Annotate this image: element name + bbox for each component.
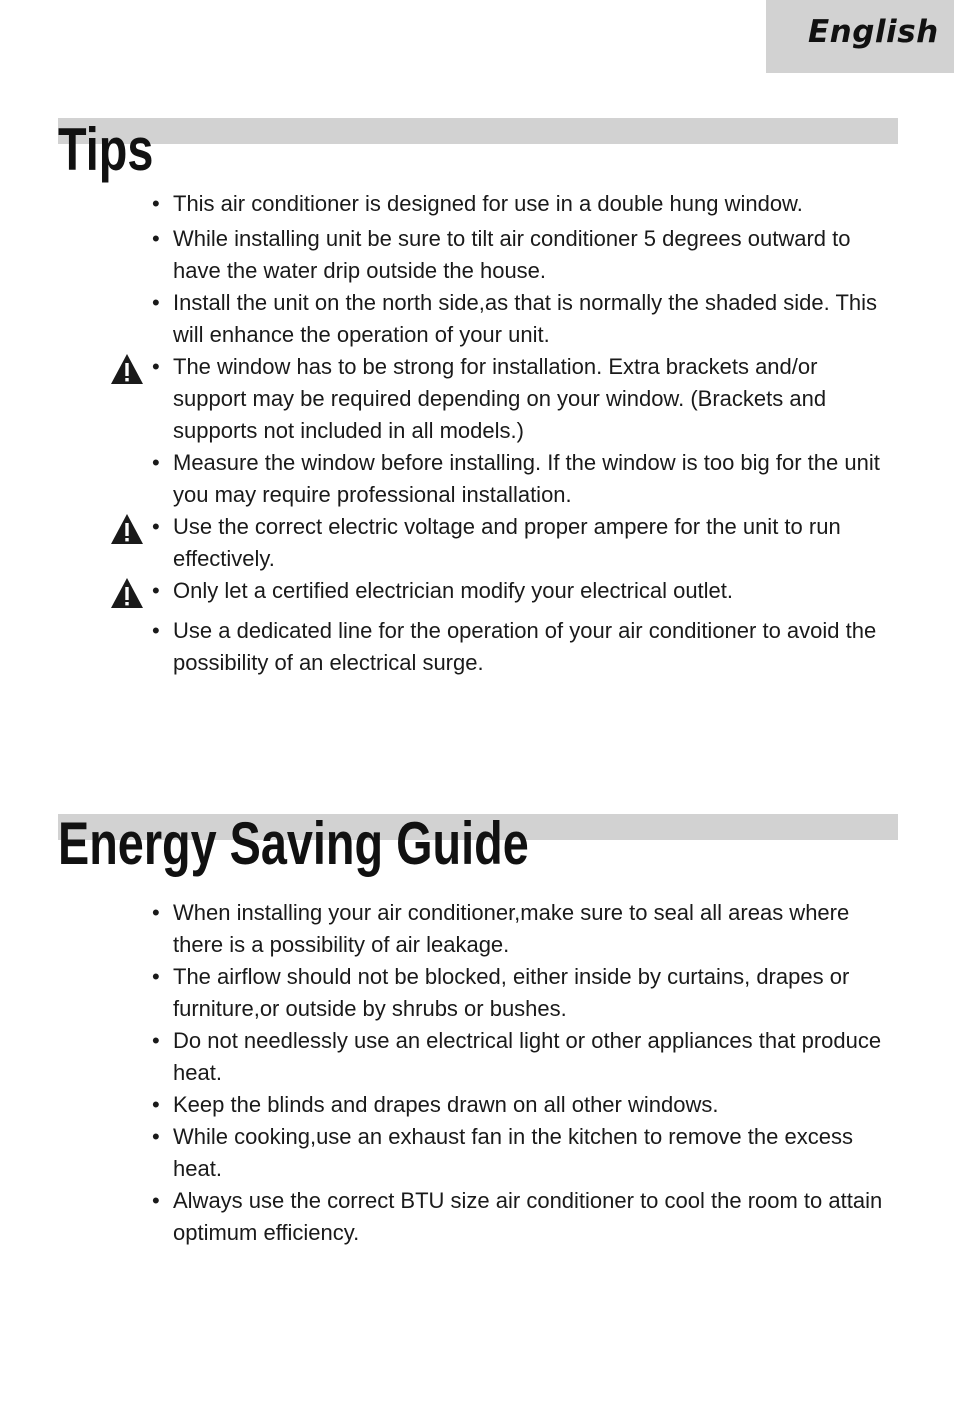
warning-triangle-icon: [110, 577, 144, 609]
language-tab: [766, 0, 954, 73]
list-item: [0, 351, 954, 447]
list-item-text: This air conditioner is designed for use in a double hung window.: [173, 191, 803, 216]
bullet-dot: •: [152, 450, 160, 475]
list-item: [0, 447, 954, 511]
bullet-dot: •: [152, 514, 160, 539]
list-item: [0, 961, 954, 1025]
bullet-dot: •: [152, 1188, 160, 1213]
list-item: [0, 223, 954, 287]
list-item-text: Only let a certified electrician modify your electrical outlet.: [173, 578, 734, 603]
list-item: [0, 615, 954, 679]
list-item: [0, 575, 954, 607]
list-item: [0, 1025, 954, 1089]
bullet-dot: •: [152, 900, 160, 925]
warning-triangle-icon: [110, 353, 144, 385]
list-item: [0, 1089, 954, 1121]
list-item: [0, 897, 954, 961]
list-item: [0, 511, 954, 575]
list-item: [0, 287, 954, 351]
list-item: [0, 1185, 954, 1249]
list-item-text: The window has to be strong for installation. Extra brackets and/or support may be required depending on your window. (Brackets and supports not included in all models.): [173, 354, 827, 443]
bullet-dot: •: [152, 1028, 160, 1053]
list-item-text: The airflow should not be blocked, either inside by curtains, drapes or furniture,or outside by shrubs or bushes.: [173, 964, 850, 1021]
list-item-text: Measure the window before installing. If the window is too big for the unit you may require professional installation.: [173, 450, 880, 507]
tips-list: [0, 188, 954, 679]
list-item-text: Do not needlessly use an electrical light or other appliances that produce heat.: [173, 1028, 882, 1085]
list-item: [0, 1121, 954, 1185]
bullet-dot: •: [152, 191, 160, 216]
list-item-text: When installing your air conditioner,make sure to seal all areas where there is a possibility of air leakage.: [173, 900, 850, 957]
bullet-dot: •: [152, 578, 160, 603]
tips-header-bar: [58, 118, 898, 144]
list-item-text: Use a dedicated line for the operation of your air conditioner to avoid the possibility of an electrical surge.: [173, 618, 877, 675]
bullet-dot: •: [152, 290, 160, 315]
list-item: [0, 188, 954, 220]
bullet-dot: •: [152, 964, 160, 989]
language-label: English: [808, 14, 939, 50]
tips-title: Tips: [58, 116, 154, 183]
bullet-dot: •: [152, 354, 160, 379]
bullet-dot: •: [152, 1124, 160, 1149]
list-item-text: Use the correct electric voltage and proper ampere for the unit to run effectively.: [173, 514, 841, 571]
bullet-dot: •: [152, 226, 160, 251]
list-item-text: Always use the correct BTU size air conditioner to cool the room to attain optimum efficiency.: [173, 1188, 883, 1245]
list-item-text: While installing unit be sure to tilt air conditioner 5 degrees outward to have the water drip outside the house.: [173, 226, 851, 283]
list-item-text: Install the unit on the north side,as that is normally the shaded side. This will enhance the operation of your unit.: [173, 290, 877, 347]
warning-triangle-icon: [110, 513, 144, 545]
bullet-dot: •: [152, 1092, 160, 1117]
list-item-text: While cooking,use an exhaust fan in the kitchen to remove the excess heat.: [173, 1124, 853, 1181]
energy-list: [0, 897, 954, 1249]
energy-title: Energy Saving Guide: [58, 810, 529, 877]
list-item-text: Keep the blinds and drapes drawn on all other windows.: [173, 1092, 719, 1117]
bullet-dot: •: [152, 618, 160, 643]
